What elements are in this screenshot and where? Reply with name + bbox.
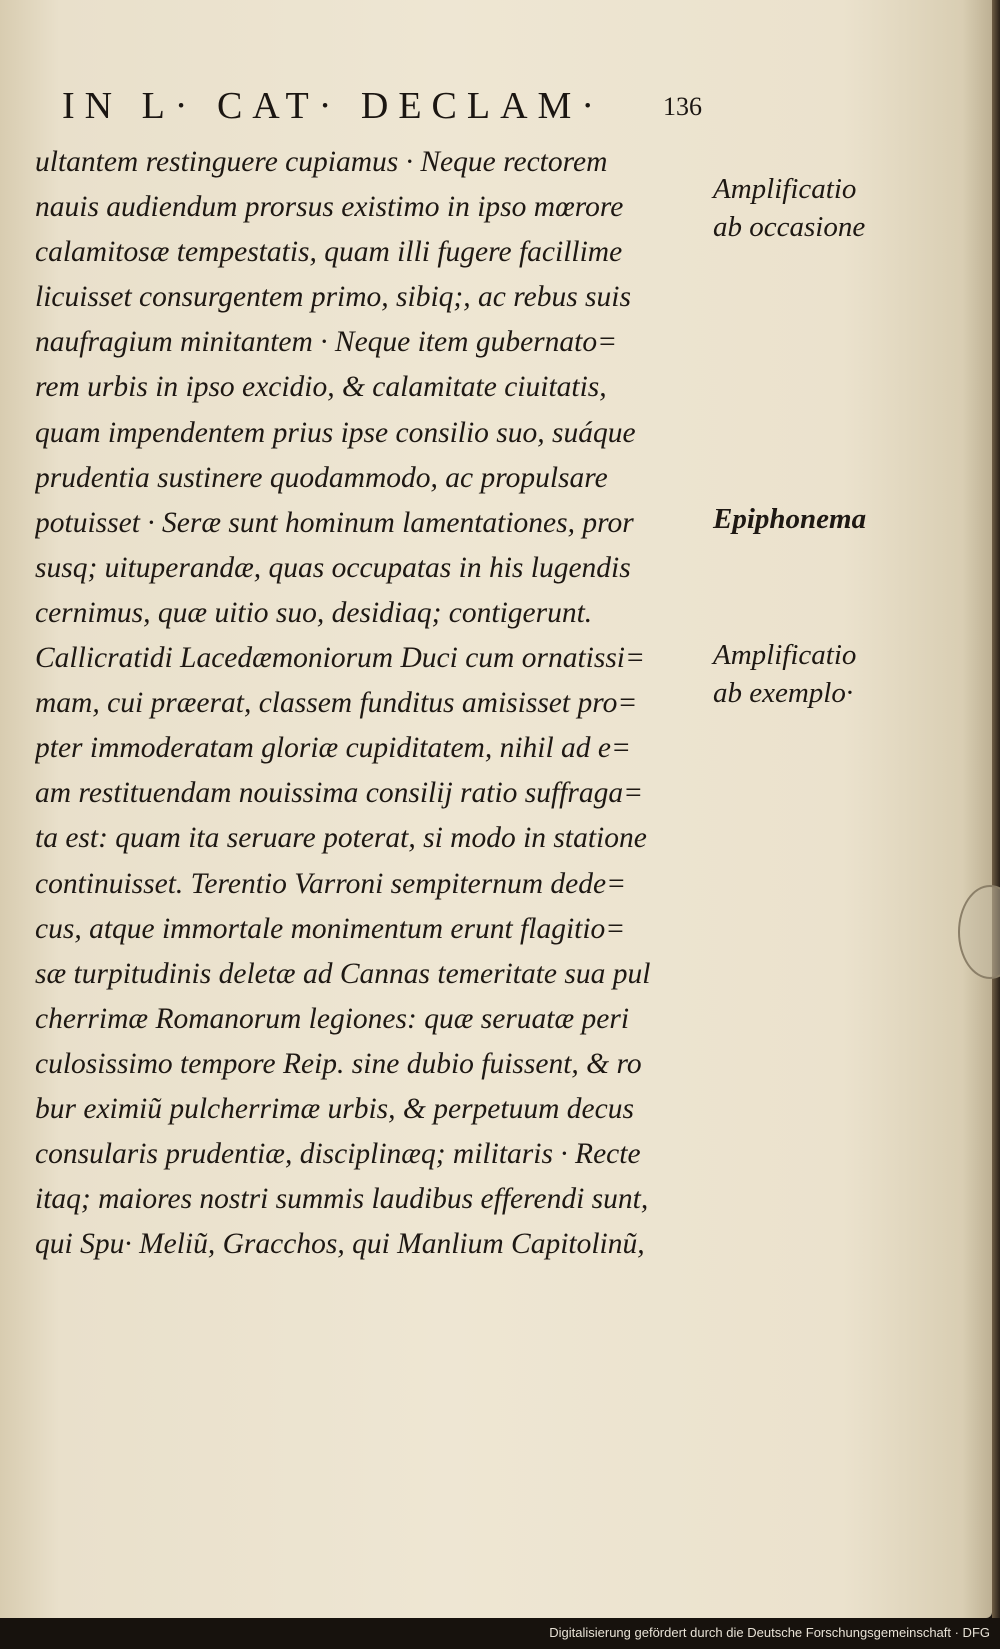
text-line: pter immoderatam gloriæ cupiditatem, nihil ad e= xyxy=(35,732,631,765)
text-line: am restituendam nouissima consilij ratio suffraga= xyxy=(35,777,644,810)
marginal-note-amplificatio-exemplo xyxy=(713,636,856,712)
page-number: 136 xyxy=(663,92,702,121)
marginal-line: Amplificatio xyxy=(713,173,857,205)
text-line: Callicratidi Lacedæmoniorum Duci cum ornatissi= xyxy=(35,642,645,675)
text-line: quam impendentem prius ipse consilio suo, suáque xyxy=(35,416,636,449)
page-header xyxy=(62,78,702,128)
digitization-credit: Digitalisierung gefördert durch die Deutsche Forschungsgemeinschaft · DFG xyxy=(549,1625,990,1640)
text-line: culosissimo tempore Reip. sine dubio fuissent, & ro xyxy=(35,1047,642,1080)
text-line: bur eximiũ pulcherrimæ urbis, & perpetuum decus xyxy=(35,1092,634,1125)
text-line: rem urbis in ipso excidio, & calamitate ciuitatis, xyxy=(35,371,607,404)
text-line: prudentia sustinere quodammodo, ac propulsare xyxy=(35,461,608,494)
page-edge xyxy=(992,0,1000,1618)
text-line: calamitosæ tempestatis, quam illi fugere facillime xyxy=(35,236,623,269)
text-line: consularis prudentiæ, disciplinæq; militaris · Recte xyxy=(35,1138,641,1171)
text-line: licuisset consurgentem primo, sibiq;, ac rebus suis xyxy=(35,281,631,314)
text-line: ultantem restinguere cupiamus · Neque rectorem xyxy=(35,146,608,178)
body-text xyxy=(35,140,695,1267)
text-line: cus, atque immortale monimentum erunt flagitio= xyxy=(35,912,626,945)
marginal-line: ab occasione xyxy=(713,211,866,243)
marginal-line: Epiphonema xyxy=(713,503,867,535)
text-line: cernimus, quæ uitio suo, desidiaq; contigerunt. xyxy=(35,596,593,629)
text-line: cherrimæ Romanorum legiones: quæ seruatæ peri xyxy=(35,1002,630,1035)
running-head: IN L· CAT· DECLAM· xyxy=(62,85,605,127)
text-line: ta est: quam ita seruare poterat, si modo in statione xyxy=(35,822,647,855)
text-line: mam, cui præerat, classem funditus amisisset pro= xyxy=(35,687,638,720)
text-line: naufragium minitantem · Neque item gubernato= xyxy=(35,326,617,359)
text-line: sæ turpitudinis deletæ ad Cannas temeritate sua pul xyxy=(35,957,651,990)
marginal-line: ab exemplo· xyxy=(713,677,854,709)
footer-bar xyxy=(0,1618,1000,1649)
text-line: nauis audiendum prorsus existimo in ipso mœrore xyxy=(35,191,624,224)
marginal-note-amplificatio-occasione xyxy=(713,170,865,246)
marginal-line: Amplificatio xyxy=(713,639,857,671)
text-line: qui Spu· Meliũ, Gracchos, qui Manlium Capitolinũ, xyxy=(35,1228,645,1261)
text-line: itaq; maiores nostri summis laudibus efferendi sunt, xyxy=(35,1183,649,1216)
text-line: susq; uituperandæ, quas occupatas in his lugendis xyxy=(35,551,631,584)
text-line: potuisset · Seræ sunt hominum lamentationes, pror xyxy=(35,506,634,539)
marginal-note-epiphonema xyxy=(713,500,866,538)
text-line: continuisset. Terentio Varroni sempiternum dede= xyxy=(35,867,627,900)
